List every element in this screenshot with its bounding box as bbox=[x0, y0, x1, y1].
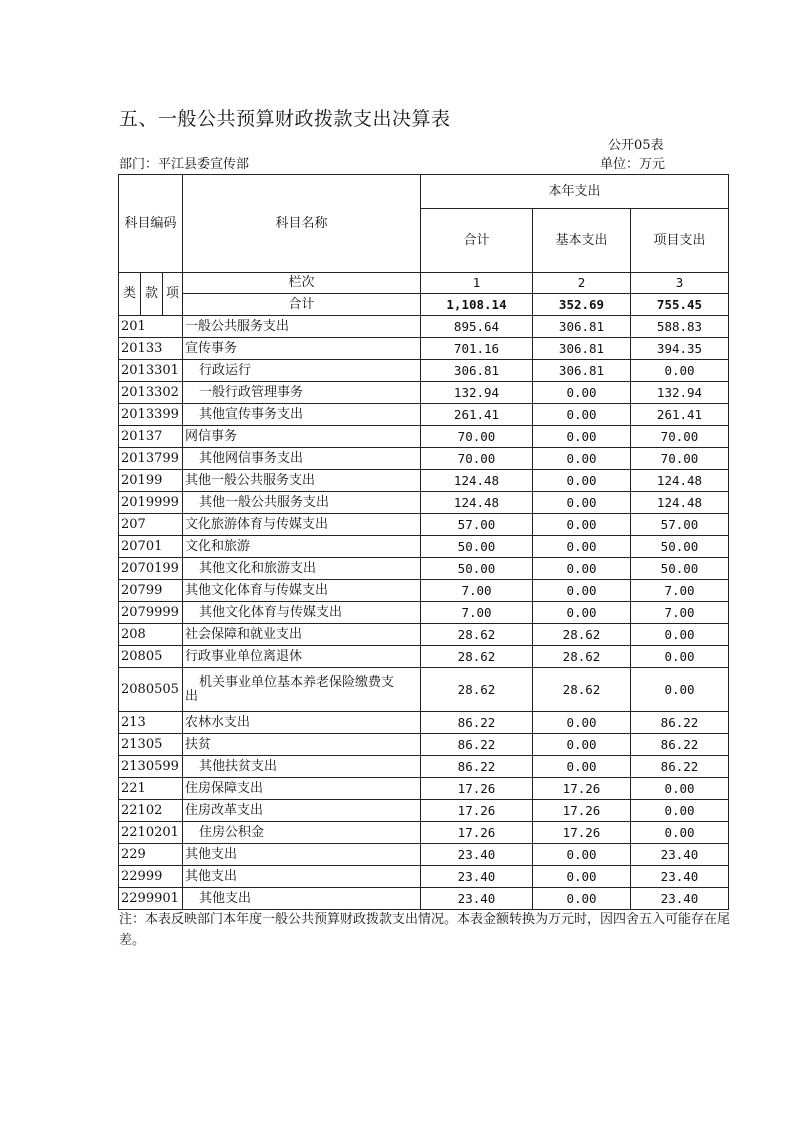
amount-basic: 0.00 bbox=[533, 756, 631, 778]
subject-code: 208 bbox=[119, 624, 183, 646]
table-row bbox=[119, 536, 729, 558]
amount-project: 0.00 bbox=[631, 668, 729, 712]
amount-project: 124.48 bbox=[631, 492, 729, 514]
subject-code: 207 bbox=[119, 514, 183, 536]
amount-total: 306.81 bbox=[421, 360, 533, 382]
amount-total: 23.40 bbox=[421, 844, 533, 866]
amount-total: 86.22 bbox=[421, 756, 533, 778]
amount-basic: 28.62 bbox=[533, 646, 631, 668]
amount-basic: 0.00 bbox=[533, 734, 631, 756]
subject-name-line-1: 机关事业单位基本养老保险缴费支 bbox=[199, 674, 395, 690]
amount-basic: 0.00 bbox=[533, 866, 631, 888]
amount-total: 28.62 bbox=[421, 624, 533, 646]
table-row bbox=[119, 866, 729, 888]
table-row bbox=[119, 404, 729, 426]
amount-basic: 0.00 bbox=[533, 712, 631, 734]
sum-project: 755.45 bbox=[631, 294, 729, 316]
header-project: 项目支出 bbox=[631, 209, 729, 273]
subject-code: 2013301 bbox=[119, 360, 183, 382]
amount-total: 86.22 bbox=[421, 712, 533, 734]
amount-project: 0.00 bbox=[631, 778, 729, 800]
amount-basic: 0.00 bbox=[533, 558, 631, 580]
subject-name: 其他支出 bbox=[183, 888, 421, 910]
subject-name: 其他宣传事务支出 bbox=[183, 404, 421, 426]
table-row bbox=[119, 338, 729, 360]
subject-name: 其他一般公共服务支出 bbox=[183, 470, 421, 492]
expenditure-table bbox=[118, 174, 729, 910]
table-row bbox=[119, 602, 729, 624]
header-lei: 类 bbox=[119, 273, 141, 316]
subject-name: 行政事业单位离退休 bbox=[183, 646, 421, 668]
department-label: 部门：平江县委宣传部 bbox=[119, 157, 250, 172]
subject-name: 其他文化和旅游支出 bbox=[183, 558, 421, 580]
table-row bbox=[119, 646, 729, 668]
subject-name: 扶贫 bbox=[183, 734, 421, 756]
header-current-year: 本年支出 bbox=[421, 175, 729, 209]
subject-code: 2130599 bbox=[119, 756, 183, 778]
subject-name: 一般公共服务支出 bbox=[183, 316, 421, 338]
subject-code: 20799 bbox=[119, 580, 183, 602]
amount-basic: 28.62 bbox=[533, 624, 631, 646]
amount-project: 7.00 bbox=[631, 580, 729, 602]
table-row bbox=[119, 822, 729, 844]
subject-code: 2019999 bbox=[119, 492, 183, 514]
subject-code: 2079999 bbox=[119, 602, 183, 624]
amount-project: 394.35 bbox=[631, 338, 729, 360]
subject-name: 其他文化体育与传媒支出 bbox=[183, 580, 421, 602]
amount-project: 7.00 bbox=[631, 602, 729, 624]
amount-project: 23.40 bbox=[631, 866, 729, 888]
subject-code: 2013799 bbox=[119, 448, 183, 470]
subject-name: 住房保障支出 bbox=[183, 778, 421, 800]
subject-code: 20701 bbox=[119, 536, 183, 558]
subject-code: 2013302 bbox=[119, 382, 183, 404]
subject-name bbox=[183, 668, 421, 712]
amount-total: 17.26 bbox=[421, 800, 533, 822]
amount-total: 50.00 bbox=[421, 558, 533, 580]
subject-name: 住房公积金 bbox=[183, 822, 421, 844]
amount-basic: 17.26 bbox=[533, 778, 631, 800]
amount-basic: 306.81 bbox=[533, 316, 631, 338]
header-basic: 基本支出 bbox=[533, 209, 631, 273]
header-kuan: 款 bbox=[141, 273, 163, 316]
subject-name: 其他支出 bbox=[183, 866, 421, 888]
form-code: 公开05表 bbox=[608, 138, 664, 153]
subject-name: 住房改革支出 bbox=[183, 800, 421, 822]
subject-name: 文化旅游体育与传媒支出 bbox=[183, 514, 421, 536]
col-index-3: 3 bbox=[631, 273, 729, 294]
amount-project: 50.00 bbox=[631, 536, 729, 558]
row-index-label: 栏次 bbox=[183, 273, 421, 294]
subject-code: 20133 bbox=[119, 338, 183, 360]
amount-basic: 0.00 bbox=[533, 888, 631, 910]
table-row bbox=[119, 888, 729, 910]
sum-total: 1,108.14 bbox=[421, 294, 533, 316]
amount-basic: 306.81 bbox=[533, 360, 631, 382]
subject-name: 其他支出 bbox=[183, 844, 421, 866]
header-subject-code: 科目编码 bbox=[119, 175, 183, 273]
subject-name: 其他文化体育与传媒支出 bbox=[183, 602, 421, 624]
amount-total: 124.48 bbox=[421, 492, 533, 514]
amount-basic: 17.26 bbox=[533, 822, 631, 844]
subject-code: 213 bbox=[119, 712, 183, 734]
table-row bbox=[119, 756, 729, 778]
amount-total: 17.26 bbox=[421, 778, 533, 800]
header-xiang: 项 bbox=[163, 273, 183, 316]
amount-project: 86.22 bbox=[631, 734, 729, 756]
amount-project: 86.22 bbox=[631, 756, 729, 778]
table-row bbox=[119, 734, 729, 756]
table-row bbox=[119, 624, 729, 646]
amount-total: 57.00 bbox=[421, 514, 533, 536]
table-row bbox=[119, 514, 729, 536]
amount-project: 0.00 bbox=[631, 800, 729, 822]
subject-code: 2080505 bbox=[119, 668, 183, 712]
amount-project: 86.22 bbox=[631, 712, 729, 734]
table-row bbox=[119, 800, 729, 822]
amount-basic: 0.00 bbox=[533, 470, 631, 492]
subject-name: 其他网信事务支出 bbox=[183, 448, 421, 470]
subject-name: 社会保障和就业支出 bbox=[183, 624, 421, 646]
amount-project: 50.00 bbox=[631, 558, 729, 580]
subject-name-line-2: 出 bbox=[185, 688, 199, 704]
table-row bbox=[119, 470, 729, 492]
amount-project: 57.00 bbox=[631, 514, 729, 536]
amount-total: 132.94 bbox=[421, 382, 533, 404]
subject-name: 其他一般公共服务支出 bbox=[183, 492, 421, 514]
subject-code: 2013399 bbox=[119, 404, 183, 426]
amount-total: 23.40 bbox=[421, 888, 533, 910]
amount-basic: 0.00 bbox=[533, 492, 631, 514]
amount-total: 701.16 bbox=[421, 338, 533, 360]
subject-code: 201 bbox=[119, 316, 183, 338]
table-row bbox=[119, 580, 729, 602]
subject-code: 221 bbox=[119, 778, 183, 800]
amount-project: 70.00 bbox=[631, 448, 729, 470]
amount-basic: 0.00 bbox=[533, 426, 631, 448]
amount-basic: 306.81 bbox=[533, 338, 631, 360]
amount-total: 124.48 bbox=[421, 470, 533, 492]
amount-total: 28.62 bbox=[421, 668, 533, 712]
subject-name: 宣传事务 bbox=[183, 338, 421, 360]
amount-total: 7.00 bbox=[421, 580, 533, 602]
amount-basic: 17.26 bbox=[533, 800, 631, 822]
amount-basic: 0.00 bbox=[533, 404, 631, 426]
amount-basic: 0.00 bbox=[533, 844, 631, 866]
amount-total: 261.41 bbox=[421, 404, 533, 426]
subject-name: 农林水支出 bbox=[183, 712, 421, 734]
amount-total: 50.00 bbox=[421, 536, 533, 558]
sum-basic: 352.69 bbox=[533, 294, 631, 316]
subject-name: 文化和旅游 bbox=[183, 536, 421, 558]
amount-total: 17.26 bbox=[421, 822, 533, 844]
subject-code: 20199 bbox=[119, 470, 183, 492]
amount-total: 23.40 bbox=[421, 866, 533, 888]
subject-code: 22102 bbox=[119, 800, 183, 822]
subject-code: 20805 bbox=[119, 646, 183, 668]
amount-project: 0.00 bbox=[631, 624, 729, 646]
header-total: 合计 bbox=[421, 209, 533, 273]
amount-total: 7.00 bbox=[421, 602, 533, 624]
amount-project: 70.00 bbox=[631, 426, 729, 448]
amount-project: 261.41 bbox=[631, 404, 729, 426]
amount-total: 70.00 bbox=[421, 426, 533, 448]
table-row bbox=[119, 712, 729, 734]
amount-basic: 0.00 bbox=[533, 448, 631, 470]
table-row bbox=[119, 426, 729, 448]
table-row bbox=[119, 360, 729, 382]
table-row bbox=[119, 382, 729, 404]
page-title: 五、一般公共预算财政拨款支出决算表 bbox=[119, 108, 451, 130]
amount-project: 23.40 bbox=[631, 888, 729, 910]
amount-project: 23.40 bbox=[631, 844, 729, 866]
table-row bbox=[119, 668, 729, 712]
amount-total: 70.00 bbox=[421, 448, 533, 470]
footnote: 注：本表反映部门本年度一般公共预算财政拨款支出情况。本表金额转换为万元时，因四舍五入可能存在尾差。 bbox=[119, 912, 731, 948]
amount-total: 28.62 bbox=[421, 646, 533, 668]
sum-row-label: 合计 bbox=[183, 294, 421, 316]
subject-code: 20137 bbox=[119, 426, 183, 448]
table-row bbox=[119, 448, 729, 470]
amount-basic: 0.00 bbox=[533, 536, 631, 558]
subject-name: 行政运行 bbox=[183, 360, 421, 382]
amount-project: 0.00 bbox=[631, 360, 729, 382]
header-subject-name: 科目名称 bbox=[183, 175, 421, 273]
subject-code: 2299901 bbox=[119, 888, 183, 910]
table-row bbox=[119, 558, 729, 580]
amount-total: 86.22 bbox=[421, 734, 533, 756]
subject-name: 其他扶贫支出 bbox=[183, 756, 421, 778]
amount-basic: 0.00 bbox=[533, 514, 631, 536]
amount-basic: 28.62 bbox=[533, 668, 631, 712]
amount-project: 0.00 bbox=[631, 822, 729, 844]
subject-name: 网信事务 bbox=[183, 426, 421, 448]
col-index-2: 2 bbox=[533, 273, 631, 294]
amount-project: 124.48 bbox=[631, 470, 729, 492]
table-row bbox=[119, 316, 729, 338]
amount-basic: 0.00 bbox=[533, 382, 631, 404]
unit-label: 单位：万元 bbox=[600, 157, 666, 172]
col-index-1: 1 bbox=[421, 273, 533, 294]
subject-code: 229 bbox=[119, 844, 183, 866]
table-row bbox=[119, 844, 729, 866]
amount-project: 132.94 bbox=[631, 382, 729, 404]
subject-code: 22999 bbox=[119, 866, 183, 888]
table-row bbox=[119, 492, 729, 514]
amount-basic: 0.00 bbox=[533, 580, 631, 602]
amount-basic: 0.00 bbox=[533, 602, 631, 624]
subject-code: 2210201 bbox=[119, 822, 183, 844]
amount-total: 895.64 bbox=[421, 316, 533, 338]
subject-code: 21305 bbox=[119, 734, 183, 756]
subject-code: 2070199 bbox=[119, 558, 183, 580]
table-row bbox=[119, 778, 729, 800]
amount-project: 0.00 bbox=[631, 646, 729, 668]
subject-name: 一般行政管理事务 bbox=[183, 382, 421, 404]
amount-project: 588.83 bbox=[631, 316, 729, 338]
